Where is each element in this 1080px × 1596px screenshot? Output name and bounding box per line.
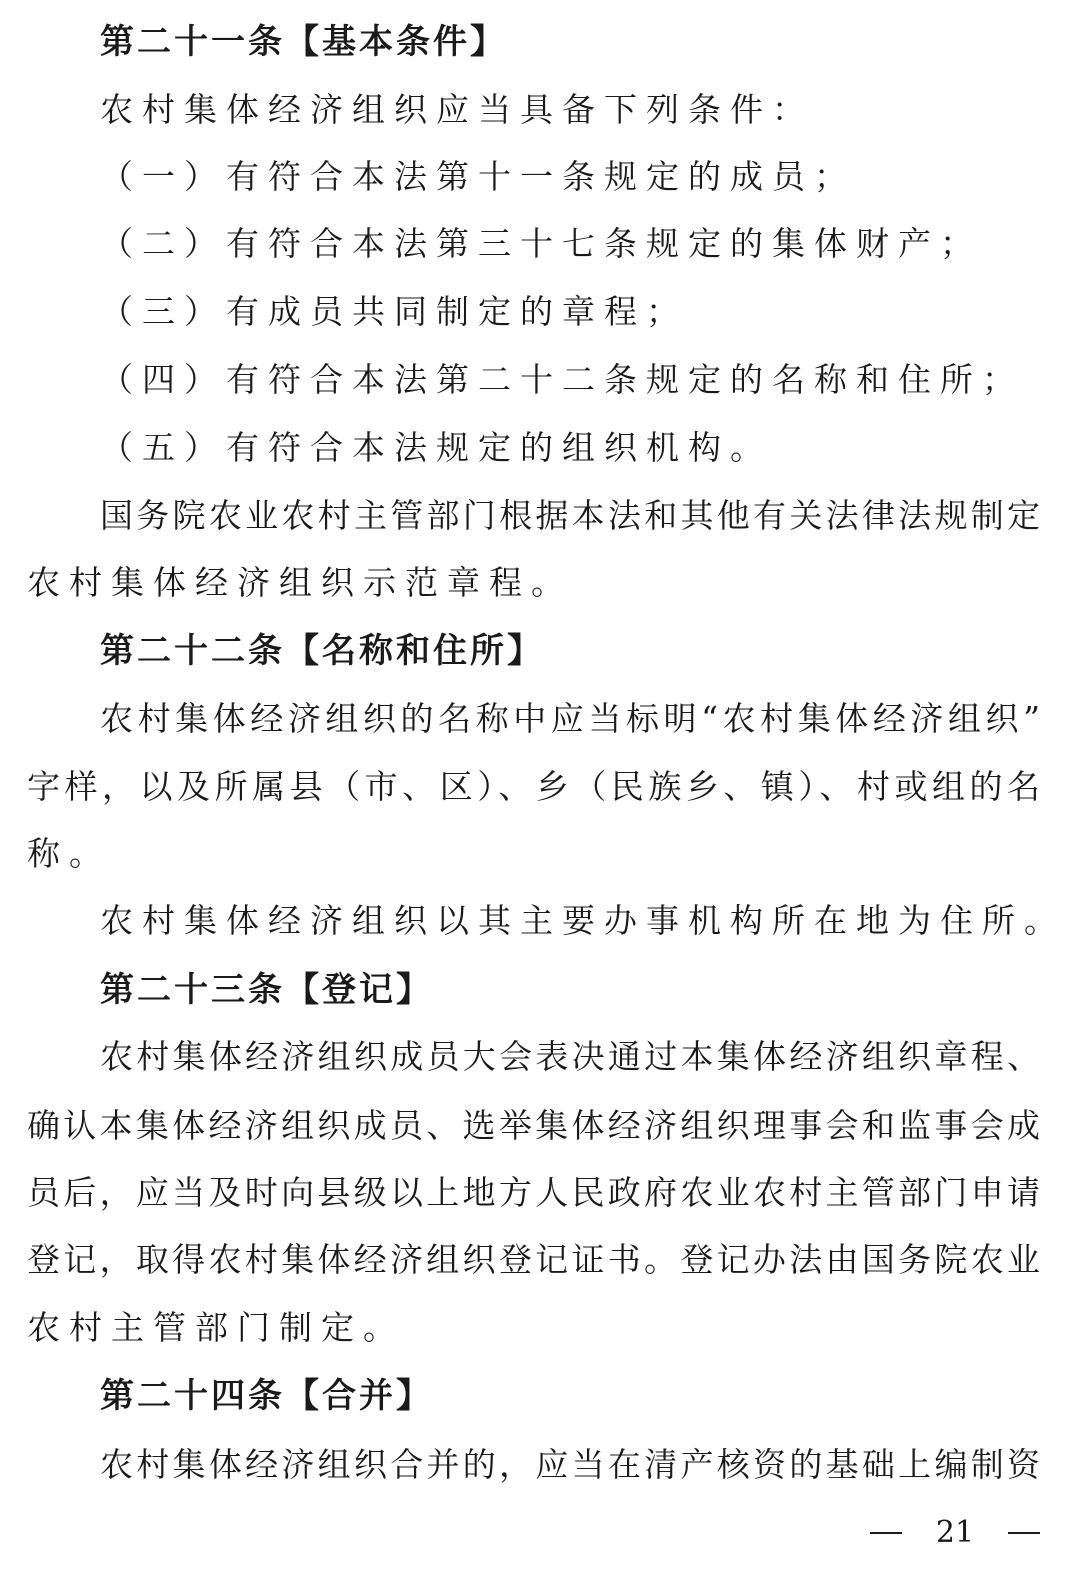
page-footer — [870, 1508, 1040, 1558]
paragraph-line: 登记，取得农村集体经济组织登记证书。登记办法由国务院农业 — [27, 1240, 1040, 1279]
article-21-heading: 第二十一条【基本条件】 — [100, 22, 507, 62]
paragraph-line: 字样，以及所属县（市、区）、乡（民族乡、镇）、村或组的名 — [27, 767, 1040, 806]
footer-dash-left — [870, 1532, 902, 1534]
paragraph-line: 国务院农业农村主管部门根据本法和其他有关法律法规制定 — [100, 496, 1040, 535]
paragraph-line: 农村集体经济组织的名称中应当标明“农村集体经济组织” — [100, 699, 1040, 738]
list-item: （二）有符合本法第三十七条规定的集体财产； — [100, 224, 982, 263]
paragraph-line: 农村集体经济组织成员大会表决通过本集体经济组织章程、 — [100, 1037, 1040, 1076]
list-item: （五）有符合本法规定的组织机构。 — [100, 428, 772, 467]
paragraph-line: 农村集体经济组织应当具备下列条件： — [100, 90, 814, 129]
article-22-heading: 第二十二条【名称和住所】 — [100, 631, 544, 671]
paragraph-line: 确认本集体经济组织成员、选举集体经济组织理事会和监事会成 — [27, 1106, 1040, 1145]
page-number: 21 — [935, 1515, 975, 1550]
paragraph-line: 农村集体经济组织合并的，应当在清产核资的基础上编制资 — [100, 1445, 1040, 1484]
list-item: （三）有成员共同制定的章程； — [100, 292, 688, 331]
article-23-heading: 第二十三条【登记】 — [100, 970, 433, 1010]
paragraph-line: 农村集体经济组织以其主要办事机构所在地为住所。 — [100, 901, 1066, 940]
list-item: （四）有符合本法第二十二条规定的名称和住所； — [100, 360, 1024, 399]
paragraph-line: 员后，应当及时向县级以上地方人民政府农业农村主管部门申请 — [27, 1173, 1040, 1212]
paragraph-line: 农村集体经济组织示范章程。 — [27, 563, 573, 602]
article-24-heading: 第二十四条【合并】 — [100, 1376, 433, 1416]
footer-dash-right — [1008, 1532, 1040, 1534]
paragraph-line: 称。 — [27, 834, 111, 873]
paragraph-line: 农村主管部门制定。 — [27, 1308, 405, 1347]
list-item: （一）有符合本法第十一条规定的成员； — [100, 157, 856, 196]
